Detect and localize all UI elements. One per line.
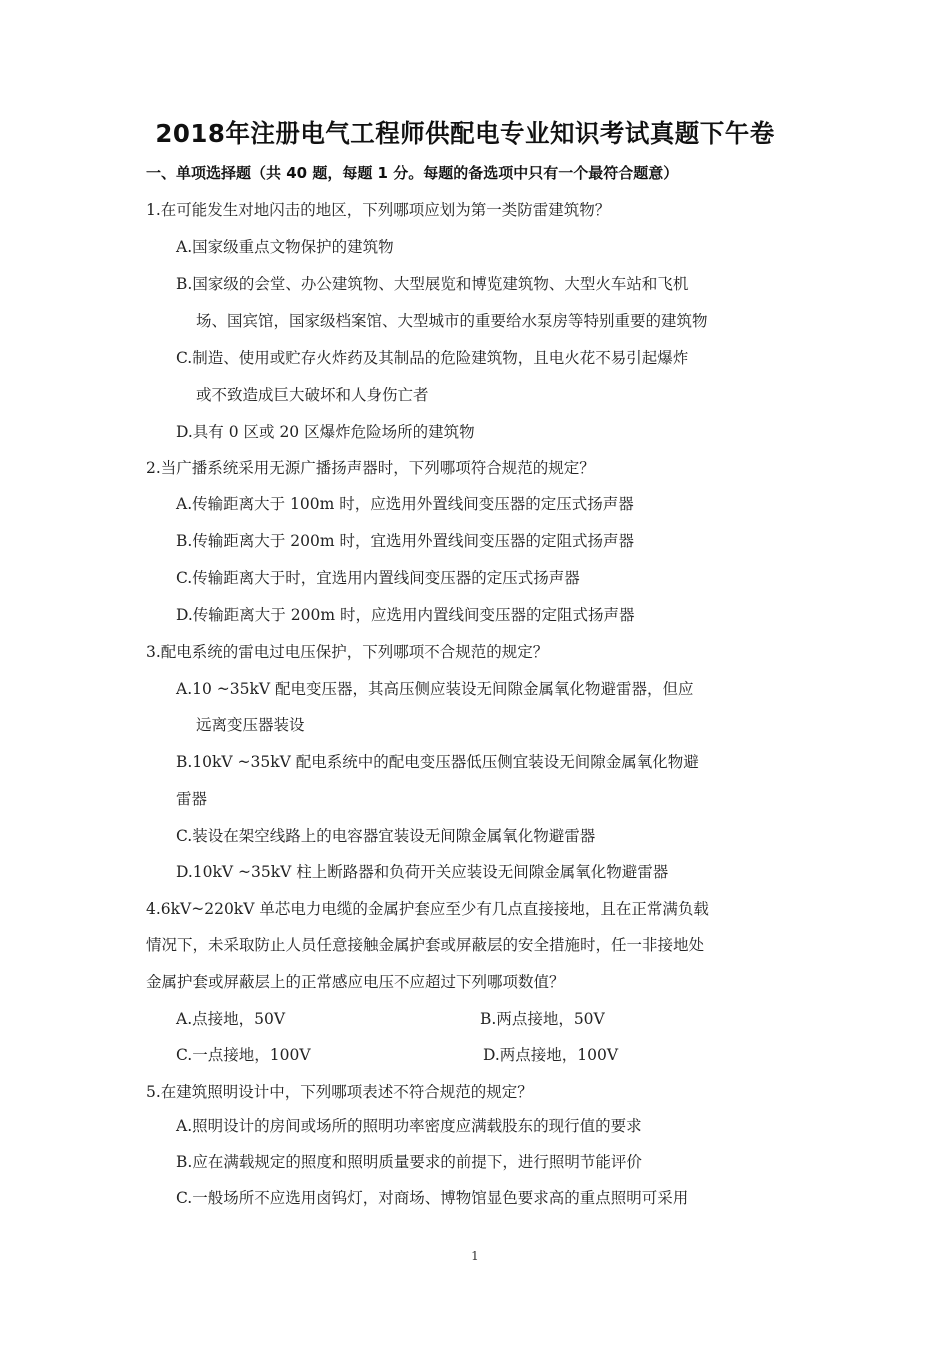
page-number: 1: [471, 1249, 479, 1263]
question-2: 2.当广播系统采用无源广播扬声器时，下列哪项符合规范的规定？: [146, 459, 595, 477]
q4-option-b: B.两点接地，50V: [480, 1010, 605, 1028]
q5-option-b: B.应在满载规定的照度和照明质量要求的前提下，进行照明节能评价: [176, 1153, 642, 1171]
q3-option-b: B.10kV ~35kV 配电系统中的配电变压器低压侧宜装设无间隙金属氧化物避: [176, 753, 699, 771]
question-4-cont-2: 金属护套或屏蔽层上的正常感应电压不应超过下列哪项数值？: [146, 973, 565, 991]
q4-option-a: A.点接地，50V: [176, 1010, 286, 1028]
question-4-cont-1: 情况下，未采取防止人员任意接触金属护套或屏蔽层的安全措施时，任一非接地处: [146, 936, 705, 954]
q2-option-a: A.传输距离大于 100m 时，应选用外置线间变压器的定压式扬声器: [176, 495, 634, 513]
q3-option-d: D.10kV ~35kV 柱上断路器和负荷开关应装设无间隙金属氧化物避雷器: [176, 863, 669, 881]
q3-option-b-cont: 雷器: [176, 790, 208, 808]
q5-option-a: A.照明设计的房间或场所的照明功率密度应满载股东的现行值的要求: [176, 1117, 642, 1135]
document-title: 2018年注册电气工程师供配电专业知识考试真题下午卷: [155, 119, 775, 148]
q3-option-c: C.装设在架空线路上的电容器宜装设无间隙金属氧化物避雷器: [176, 827, 596, 845]
q1-option-b-cont: 场、国宾馆，国家级档案馆、大型城市的重要给水泵房等特别重要的建筑物: [196, 312, 708, 330]
q1-option-a: A.国家级重点文物保护的建筑物: [176, 238, 394, 256]
q4-option-c: C.一点接地，100V: [176, 1046, 311, 1064]
q2-option-d: D.传输距离大于 200m 时，应选用内置线间变压器的定阻式扬声器: [176, 606, 635, 624]
q2-option-c: C.传输距离大于时，宜选用内置线间变压器的定压式扬声器: [176, 569, 580, 587]
q1-option-b: B.国家级的会堂、办公建筑物、大型展览和博览建筑物、大型火车站和飞机: [176, 275, 689, 293]
q3-option-a: A.10 ~35kV 配电变压器，其高压侧应装设无间隙金属氧化物避雷器，但应: [176, 680, 694, 698]
q1-option-c-cont: 或不致造成巨大破坏和人身伤亡者: [196, 386, 429, 404]
q1-option-d: D.具有 0 区或 20 区爆炸危险场所的建筑物: [176, 423, 475, 441]
question-3: 3.配电系统的雷电过电压保护，下列哪项不合规范的规定？: [146, 643, 549, 661]
q3-option-a-cont: 远离变压器装设: [196, 716, 305, 734]
q1-option-c: C.制造、使用或贮存火炸药及其制品的危险建筑物，且电火花不易引起爆炸: [176, 349, 689, 367]
question-4: 4.6kV~220kV 单芯电力电缆的金属护套应至少有几点直接接地，且在正常满负载: [146, 900, 709, 918]
q4-option-d: D.两点接地，100V: [483, 1046, 619, 1064]
section-heading: 一、单项选择题（共 40 题，每题 1 分。每题的备选项中只有一个最符合题意）: [146, 164, 679, 182]
question-1: 1.在可能发生对地闪击的地区，下列哪项应划为第一类防雷建筑物？: [146, 201, 611, 219]
q5-option-c: C.一般场所不应选用卤钨灯，对商场、博物馆显色要求高的重点照明可采用: [176, 1189, 689, 1207]
question-5: 5.在建筑照明设计中，下列哪项表述不符合规范的规定？: [146, 1083, 533, 1101]
q2-option-b: B.传输距离大于 200m 时，宜选用外置线间变压器的定阻式扬声器: [176, 532, 634, 550]
